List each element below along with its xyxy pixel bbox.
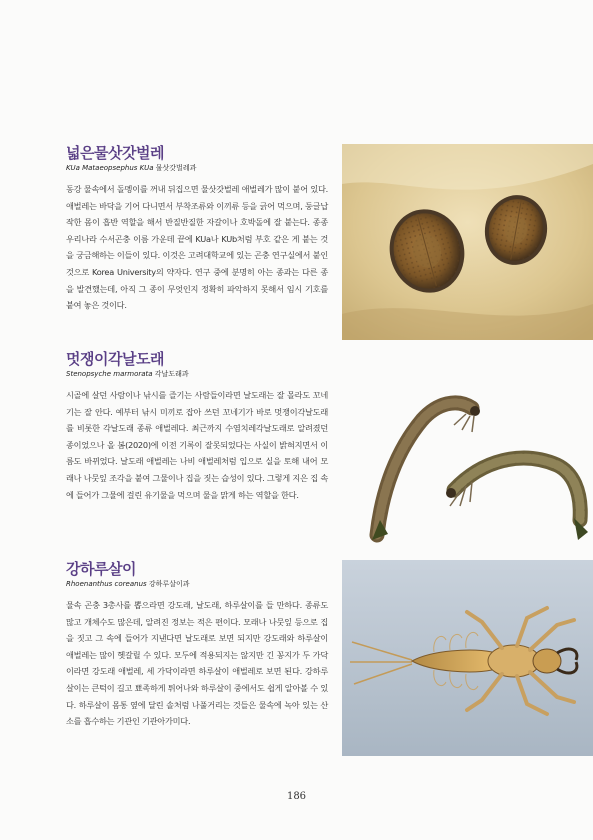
section-body: 시골에 살던 사람이나 낚시를 즐기는 사람들이라면 날도래는 잘 몰라도 꼬네기는 잘 안다. 예부터 낚시 미끼로 잡아 쓰던 꼬네기가 바로 멋쟁이각날도래를 비롯한 각날도래 종류 애벌레다. 최근까지 수염치레각날도래로 알려졌던 종이었으나 올 봄(2020)에 이전 기록이 잘못되었다는 사실이 밝혀지면서 이름도 바뀌었다. 날도래 애벌레는 나비 애벌레처럼 입으로 실을 토해 내어 모래나 나뭇잎 조각을 붙여 그물이나 집을 짓는 습성이 있다. 그렇게 지은 집 속에 들어가 그물에 걸린 유기물을 먹으며 물을 맑게 하는 역할을 한다.: [66, 390, 328, 500]
section-title: 넓은물삿갓벌레: [66, 144, 164, 162]
family-name: 물삿갓벌레과: [155, 164, 197, 172]
latin-name: Rhoenanthus coreanus: [66, 580, 147, 588]
caddisfly-larva-photo: [342, 370, 593, 550]
mayfly-larva-photo: [342, 560, 593, 756]
section-caddisfly: [66, 350, 328, 503]
scientific-name: [66, 579, 328, 589]
family-name: 각날도래과: [154, 370, 189, 378]
section-body: 동강 물속에서 돌멩이를 꺼내 뒤집으면 물삿갓벌레 애벌레가 많이 붙어 있다. 애벌레는 바닥을 기어 다니면서 부착조류와 이끼류 등을 긁어 먹으며, 둥글납작한 몸이 흡반 역할을 해서 반질반질한 자갈이나 호박돌에 잘 붙는다. 종종 우리나라 수서곤충 이름 가운데 끝에 KUa나 KUb처럼 부호 같은 게 붙는 것을 궁금해하는 이들이 있다. 이것은 고려대학교에 있는 곤충 연구실에서 붙인 것으로 Korea University의 약자다. 연구 중에 분명히 아는 종과는 다른 종을 발견했는데, 아직 그 종이 무엇인지 정확히 파악하지 못해서 임시 기호를 붙여 놓은 것이다.: [66, 184, 328, 311]
scientific-name: [66, 163, 328, 173]
family-name: 강하루살이과: [148, 580, 190, 588]
scientific-name: [66, 369, 328, 379]
section-title: 강하루살이: [66, 560, 136, 578]
water-penny-photo: [342, 144, 593, 340]
latin-name: Stenopsyche marmorata: [66, 370, 153, 378]
latin-name: KUa Mataeopsephus KUa: [66, 164, 154, 172]
section-title: 멋쟁이각날도래: [66, 350, 164, 368]
page-number: 186: [286, 791, 307, 802]
section-body: 물속 곤충 3총사를 뽑으라면 강도래, 날도래, 하루살이를 들 만하다. 종류도 많고 개체수도 많은데, 알려진 정보는 적은 편이다. 모래나 나뭇잎 등으로 집을 짓고 그 속에 들어가 지낸다면 날도래로 보면 되지만 강도래와 하루살이 애벌레는 많이 헷갈릴 수 있다. 모두에 적용되지는 않지만 긴 꽁지가 두 가닥이라면 강도래 애벌레, 세 가닥이라면 하루살이 애벌레로 보면 된다. 강하루살이는 큰턱이 길고 뾰족하게 튀어나와 하루살이 중에서도 쉽게 알아볼 수 있다. 하루살이 몸통 옆에 달린 솔처럼 나풀거리는 것들은 물속에 녹아 있는 산소를 흡수하는 기관인 기관아가미다.: [66, 600, 328, 727]
section-water-penny: [66, 144, 328, 314]
section-mayfly: [66, 560, 328, 730]
